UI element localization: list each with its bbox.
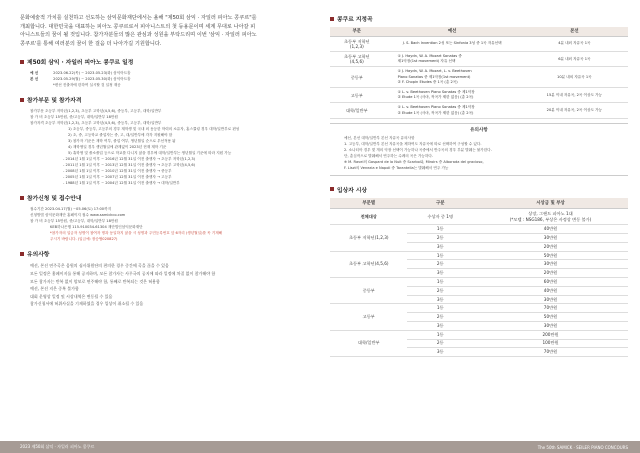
awards-section-title: 입상자 시상 bbox=[330, 185, 628, 194]
award-row bbox=[330, 330, 628, 339]
repertoire-category: 대학/일반부 bbox=[330, 103, 384, 118]
square-bullet-icon bbox=[20, 196, 24, 200]
award-prize: 30만원 bbox=[473, 260, 628, 269]
repertoire-row bbox=[330, 67, 628, 88]
award-prize: 70만원 bbox=[473, 304, 628, 313]
eligibility-line: 참가자격 초등부 저학년(1,2,3), 초등부 고학년(4,5,6), 중등부, 고등부, 대학/일반부 bbox=[30, 121, 162, 126]
eligibility-line: 1) 초등부, 중등부, 고등부의 경우 재학생 및 국내 외 동등한 학력의 소유자, 홈스쿨링 경우 대학/일반부로 편성 bbox=[68, 127, 240, 132]
repertoire-category: 중등부 bbox=[330, 67, 384, 88]
eligibility-line: 4) 재학생일 경우 생년월일에 관계없이 2023년 현재 재학 기준 bbox=[68, 145, 167, 150]
notice-item: 대회 운영상 일정 및 시상내역은 변동될 수 있음 bbox=[30, 293, 113, 299]
award-row bbox=[330, 251, 628, 260]
eligibility-line: - 2011년 1월 1일 이후 ~ 2013년 12월 31일 이전 출생자 → 초등부 고학년(4,5,6) bbox=[63, 163, 196, 168]
repertoire-note: ※ M. Ravel의 Gaspard de la Nuit 중 Scarbo와, Miroirs 중 Alborada del gracioso, bbox=[344, 159, 484, 164]
award-prize: 100만원 bbox=[473, 339, 628, 348]
repertoire-final: 6분 내외 자유곡 1곡 bbox=[521, 51, 628, 66]
eligibility-line: - 2014년 1월 1일 이후 ~ 2016년 12월 31일 이전 출생자 → 초등부 저학년(1,2,3) bbox=[63, 157, 196, 162]
award-category: 중등부 bbox=[330, 278, 407, 304]
prelim-row: 예 선 2023.06.22(목) ~ 2023.05.23(화) 삼익아트홀 bbox=[30, 71, 131, 76]
right-column bbox=[330, 14, 628, 357]
award-prize: 40만원 bbox=[473, 286, 628, 295]
repertoire-prelim: ① L. v. Beethoven Piano Sonatas 중 제1악장 ② Etude 1곡 (사마, 작곡가 제한 없음) (총 2곡) bbox=[384, 103, 521, 118]
award-rank: 1등 bbox=[407, 225, 473, 234]
award-row bbox=[330, 304, 628, 313]
award-rank: 1등 bbox=[407, 304, 473, 313]
intro-text: 문화예술적 가치를 실천하고 선도하는 삼익문화재단에서는 올해 "제50회 삼익 · 자일러 피아노 콩쿠르"를 개최합니다. 대한민국을 대표하는 피아노 콩쿠르로서 피아니스트의 첫 등용문이며 세계 무대로 나아갈 피 아니스트들의 꿈이 될 것입니다. 참가자분들의 많은 관심과 성원을 부탁드리며 이번 '삼익 · 자일러 피아노 콩쿠르'를 통해 여러분의 꿈이 한 걸음 더 나아가길 기원합니다. bbox=[20, 15, 257, 47]
repertoire-prelim: ① J. Haydn, W. A. Mozart, L. v. Beethoven Piano Sonatas 중 제1악장(1st movement) ② F. Chopin Etudes 중 1곡 (총 2곡) bbox=[384, 67, 521, 88]
eligibility-line: 3) 참가자 기준은 재학 여부, 졸업 여부, 생년월일 순으로 우선적용 됨 bbox=[68, 139, 176, 144]
award-rank: 2등 bbox=[407, 234, 473, 243]
award-row bbox=[330, 278, 628, 287]
left-column bbox=[20, 14, 310, 308]
award-rank: 1등 bbox=[407, 330, 473, 339]
square-bullet-icon bbox=[20, 98, 24, 102]
repertoire-row bbox=[330, 87, 628, 102]
repertoire-header-row: 부문 예선 본선 bbox=[330, 27, 628, 36]
award-rank: 3등 bbox=[407, 295, 473, 304]
grand-prize-row: 전체대상 수상자 중 1명 상장, 그랜드 피아노 1대 (*모델 : NSG186, 부상은 사정상 변동 불가) bbox=[330, 209, 628, 225]
repertoire-table bbox=[330, 27, 628, 119]
award-category: 초등부 고학년(4,5,6) bbox=[330, 251, 407, 277]
application-line: 접수기간 2023.04.17(월) ~05.06(토) 17:00까지 bbox=[30, 207, 112, 212]
award-category: 고등부 bbox=[330, 304, 407, 330]
application-list bbox=[20, 206, 310, 242]
awards-table bbox=[330, 198, 628, 357]
notice-item: 모든 일정은 홈페이지를 통해 공지하며, 모든 참가자는 사무국의 공지에 따라 일정에 차질 없이 참가해야 함 bbox=[30, 270, 216, 276]
award-category: 대학/일반부 bbox=[330, 330, 407, 356]
award-prize: 30만원 bbox=[473, 322, 628, 331]
schedule-section-title: 제50회 삼익 · 자일러 피아노 콩쿠르 일정 bbox=[20, 57, 310, 66]
eligibility-line: - 2008년 1월 1일 이후 ~ 2010년 12월 31일 이전 출생자 → 중등부 bbox=[63, 169, 172, 174]
award-rank: 2등 bbox=[407, 313, 473, 322]
eligibility-line: 5) 휴학생 및 졸소졸업 등으로 학교를 다니지 않을 경우에 대학/일반부는 생년월일 기준에 따라 지원 가능 bbox=[68, 151, 232, 156]
application-line: 신청방법 삼익문화재단 홈페이지 접수 www.samickco.com bbox=[30, 213, 126, 218]
repertoire-final: 4분 내외 자유곡 1곡 bbox=[521, 36, 628, 51]
application-line: *참가자의 입금자 성명이 참여자 명과 동일하지 않을 시 성명과 주민등록번호 앞 6자리 (생년월일)를 꼭 기재해 bbox=[50, 231, 223, 236]
eligibility-line: 2) 초, 중, 고등학교 졸업자는 중, 고, 대/일반부에 각각 지원해야 함 bbox=[68, 133, 173, 138]
repertoire-final: 10분 내외 자유곡 1곡 bbox=[521, 67, 628, 88]
square-bullet-icon bbox=[20, 252, 24, 256]
repertoire-row bbox=[330, 51, 628, 66]
square-bullet-icon bbox=[330, 187, 334, 191]
award-prize: 70만원 bbox=[473, 348, 628, 357]
award-rank: 2등 bbox=[407, 339, 473, 348]
application-line: 주시기 바랍니다. (입금예: 장승협020827) bbox=[50, 237, 118, 242]
repertoire-note: 2. 소나티아 경우 몇 개의 악장 선택이 가능하나 곡중에서 반주곡의 경우 부분 발췌는 불가한다. bbox=[344, 147, 492, 152]
award-prize: 30만원 bbox=[473, 234, 628, 243]
repertoire-row bbox=[330, 36, 628, 51]
award-rank: 2등 bbox=[407, 286, 473, 295]
award-prize: 50만원 bbox=[473, 251, 628, 260]
award-prize: 200만원 bbox=[473, 330, 628, 339]
repertoire-final: 15분 이내 자유곡, 2곡 이상도 가능 bbox=[521, 87, 628, 102]
award-rank: 3등 bbox=[407, 322, 473, 331]
award-prize: 30만원 bbox=[473, 295, 628, 304]
repertoire-prelim: J. S. Bach Invention 2성 또는 Sinfonia 3성 중 1곡 자유선택 bbox=[384, 36, 521, 51]
repertoire-section-title: 콩쿠르 지정곡 bbox=[330, 14, 628, 23]
repertoire-prelim: ① J. Haydn, W. A. Mozart Sonatas 중 제1악장(1st movement) 자유 선택 bbox=[384, 51, 521, 66]
final-row: 본 선 2023.05.29(월) ~ 2023.05.30(화) 삼익아트홀 bbox=[30, 77, 131, 82]
notice-item: 예선, 본선 연주곡은 음원의 심사위원단의 편의한 경우 중간에 곡을 끊을 수 있음 bbox=[30, 263, 169, 269]
repertoire-row bbox=[330, 103, 628, 118]
award-prize: 40만원 bbox=[473, 225, 628, 234]
application-line: 참 가 비 초등부 15만원, 중/고등부, 대학/일반부 18만원 bbox=[30, 219, 118, 224]
application-line: KEB하나은행 115-910034-61304 재단법인삼익문화재단 bbox=[50, 225, 143, 230]
award-category: 초등부 저학년(1,2,3) bbox=[330, 225, 407, 251]
repertoire-final: 20분 이내 자유곡, 2곡 이상도 가능 bbox=[521, 103, 628, 118]
award-rank: 2등 bbox=[407, 260, 473, 269]
repertoire-prelim: ① L. v. Beethoven Piano Sonatas 중 제1악장 ② Etude 1곡 (사마, 작곡가 제한 없음) (총 2곡) bbox=[384, 87, 521, 102]
square-bullet-icon bbox=[330, 17, 334, 21]
eligibility-line: - 2005년 1월 1일 이후 ~ 2007년 12월 31일 이전 출생자 → 고등부 bbox=[63, 175, 172, 180]
application-section-title: 참가신청 및 접수안내 bbox=[20, 193, 310, 202]
repertoire-category: 초등부 고학년 (4,5,6) bbox=[330, 51, 384, 66]
award-rank: 1등 bbox=[407, 278, 473, 287]
eligibility-line: 참 가 비 초등부 15만원, 중/고등부, 대학/일반부 18만원 bbox=[30, 115, 118, 120]
award-prize: 20만원 bbox=[473, 269, 628, 278]
repertoire-category: 고등부 bbox=[330, 87, 384, 102]
repertoire-note: 예선, 본선 대학/일반부 본선 자유곡 유의사항 bbox=[344, 135, 415, 140]
footer-right-text: The 50th SAMICK · SEILER PIANO CONCOURS bbox=[537, 445, 628, 450]
award-prize: 20만원 bbox=[473, 242, 628, 251]
notice-item: 예선, 본선 지은 중복 불가함 bbox=[30, 286, 79, 292]
award-row bbox=[330, 225, 628, 234]
repertoire-note: F. Liszt의 Venezia e Napoli 중 Tarantella는 발췌해서 연주 가능 bbox=[344, 165, 449, 170]
award-rank: 3등 bbox=[407, 348, 473, 357]
notice-section-title: 유의사항 bbox=[20, 249, 310, 258]
award-prize: 60만원 bbox=[473, 278, 628, 287]
award-rank: 3등 bbox=[407, 242, 473, 251]
schedule-note: *변선 진출자에 한하여 실시할 것 일정 재공 bbox=[53, 83, 121, 88]
awards-header-row: 부문별 구분 시상금 및 부상 bbox=[330, 198, 628, 209]
notice-item: 참가신청서에 허위사실을 기재하였을 경우 입상이 취소될 수 있음 bbox=[30, 301, 144, 307]
repertoire-note: 1. 고등부, 대학/일반부 본선 자유곡을 제하여도 자유곡에 따로 선택하여 구성할 수 있다. bbox=[344, 141, 482, 146]
award-prize: 50만원 bbox=[473, 313, 628, 322]
square-bullet-icon bbox=[20, 60, 24, 64]
repertoire-category: 초등부 저학년 (1,2,3) bbox=[330, 36, 384, 51]
notice-item: 모든 참가자는 반복 없이 암보로 연주해야 함, 통째로 반복되는 것은 허용함 bbox=[30, 278, 160, 284]
eligibility-section-title: 참가부문 및 참가자격 bbox=[20, 95, 310, 104]
repertoire-note: 단, 총심작으로 발췌해서 연주하는 수례의 곡은 가능하다. bbox=[344, 153, 433, 158]
eligibility-line: - 1988년 1월 1일 이후 ~ 2004년 12월 31일 이전 출생자 → 대학/일반부 bbox=[63, 181, 180, 186]
eligibility-list bbox=[20, 108, 310, 186]
award-rank: 3등 bbox=[407, 269, 473, 278]
notice-list bbox=[20, 262, 310, 308]
footer-bar bbox=[0, 441, 640, 453]
repertoire-notes-box: 유의사항 예선, 본선 대학/일반부 본선 자유곡 유의사항 1. 고등부, 대학/일반부 본선 자유곡을 제하여도 자유곡에 따로 선택하여 구성할 수 있다. 2. 소나티아 경우 몇 개의 악장 선택이 가능하나 곡중에서 반주곡의 경우 부분 발췌는 불가한다. 단, 총심작으로 발췌해서 연주하는 수례의 곡은 가능하다. ※ M. Ravel의 Gaspard de la Nuit 중 Scarbo와, Miroirs 중 Alborada del gracioso, F. Liszt의 Venezia e Napoli 중 Tarantella는 발췌해서 연주 가능 bbox=[330, 123, 628, 176]
footer-left-text: 2023 제50회 삼익 · 자일러 피아노 콩쿠르 bbox=[20, 444, 95, 449]
eligibility-line: 참가부문 초등부 저학년(1,2,3), 초등부 고학년(4,5,6), 중등부, 고등부, 대학/일반부 bbox=[30, 109, 162, 114]
award-rank: 1등 bbox=[407, 251, 473, 260]
